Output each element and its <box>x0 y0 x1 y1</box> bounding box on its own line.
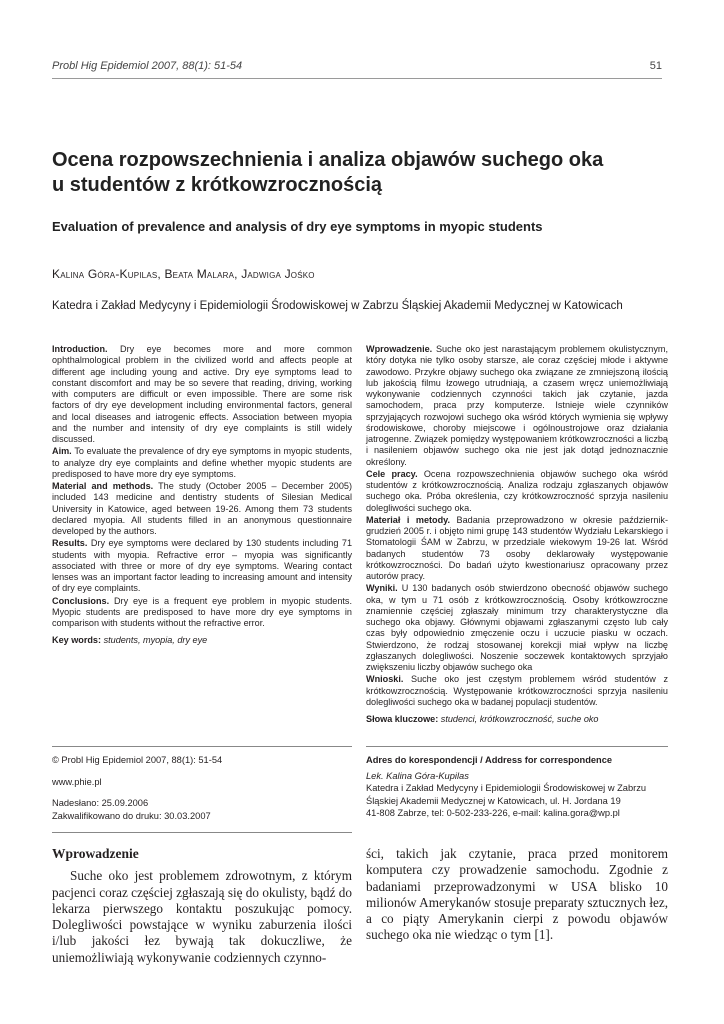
page-number: 51 <box>649 60 662 72</box>
correspondence-line: Katedra i Zakład Medycyny i Epidemiologii Środowiskowej w Zabrzu <box>366 783 647 793</box>
abstract-pl-introduction: Wprowadzenie. Suche oko jest narastającym problemem okulistycznym, który dotyka nie tylko osoby starsze, ale coraz częściej młode i aktywne zawodowo. Przykre objawy suchego oka związane ze zmniejszoną ilością lub jakością filmu łzowego utrudniają, a czasem wręcz uniemożliwiają wykonywanie codziennych czynności takich jak czytanie, jazda samochodem, praca przy komputerze. Istnieje wiele czynników sprzyjających rozwojowi suchego oka wśród których wymienia się wpływy środowiskowe, choroby miejscowe i ogólnoustrojowe oraz działania jatrogenne. Związek pomiędzy występowaniem krótkowzroczności a liczbą i nasileniem objawów suchego oka nie jest jak dotąd jednoznacznie określony. <box>366 344 669 467</box>
abstract-en-results: Results. Dry eye symptoms were declared by 130 students including 71 students with myopia. Refractive error – myopia was significantly associated with three or more of dry eye symptoms. Wearing contact lenses was an important factor leading to increasing amount and intensity of dry eye complaints. <box>52 538 353 594</box>
accepted-date: Zakwalifikowano do druku: 30.03.2007 <box>52 810 211 821</box>
title-polish-line-2: u studentów z krótkowzrocznością <box>52 174 383 196</box>
divider <box>52 832 352 833</box>
title-polish <box>52 148 672 198</box>
citation-ref: © Probl Hig Epidemiol 2007, 88(1): 51-54 <box>52 755 223 765</box>
citation-block <box>52 754 352 822</box>
correspondence-block <box>366 754 668 820</box>
abstract-en-conclusions: Conclusions. Dry eye is a frequent eye problem in myopic students. Myopic students are predisposed to have more dry eye symptoms in comparison with students without the refractive error. <box>52 595 353 628</box>
correspondence-heading: Adres do korespondencji / Address for correspondence <box>366 755 613 765</box>
running-header <box>52 60 662 79</box>
abstract-english <box>52 344 352 648</box>
body-column-right <box>366 846 668 944</box>
abstract-pl-methods: Materiał i metody. Badania przeprowadzono w okresie październik-grudzień 2005 r. i objęto nimi grupę 143 studentów Wydziału Lekarskiego i Stomatologii ŚAM w Zabrzu, w przedziale wiekowym 19-26 lat. Wśród badanych studentów 73 osoby deklarowały występowanie krótkowzroczności. Do badań użyto kwestionariusz opracowany przez autorów pracy. <box>366 514 668 581</box>
body-paragraph: ści, takich jak czytanie, praca przed monitorem komputera czy prowadzenie samochodu. Zgodnie z badaniami przeprowadzonymi w USA blisko 10 milionów Amerykanów stosuje preparaty sztucznych łez, a co piąty Amerykanin cierpi z powodu objawów suchego oka nie wiedząc o tym [1]. <box>366 846 668 943</box>
divider <box>366 746 668 747</box>
abstract-polish <box>366 344 668 726</box>
body-paragraph: Suche oko jest problemem zdrowotnym, z którym pacjenci coraz częściej zgłaszają się do okulisty, bądź do lekarza pierwszego kontaktu poszukując pomocy. Dolegliwości powstające w wyniku zaburzenia ilości i/lub jakości łez bywają tak dokuczliwe, że uniemożliwiają wykonywanie codziennych czynno- <box>52 868 352 965</box>
correspondence-name: Lek. Kalina Góra-Kupilas <box>366 770 469 781</box>
abstract-en-introduction: Introduction. Dry eye becomes more and more common ophthalmological problem in the civilized world and affects people at different age including young and active. Dry eye symptoms lead to constant discomfort and may be so severe that reading, driving, working with computers are difficult or even impossible. There are some risk factors of dry eye development including environmental factors, general and local diseases and iatrogenic effects. Association between myopia and the number and intensity of dry eye complaints is still widely discussed. <box>52 344 352 444</box>
abstract-pl-results: Wyniki. U 130 badanych osób stwierdzono obecność objawów suchego oka, w tym u 71 osób z krótkowzrocznością. Osoby krótkowzroczne znamiennie częściej zgłaszały minimum trzy charakterystyczne dla suchego oka objawy. Głównymi objawami zgłaszanymi często lub cały czas były odpowiednio zmęczenie oczu i uczucie piasku w oczach. Stwierdzono, że rodzaj stosowanej korekcji miał wpływ na liczbę zgłaszanych dolegliwości. Noszenie soczewek kontaktowych sprzyjało zwiększeniu liczby objawów suchego oka <box>366 583 668 672</box>
journal-citation: Probl Hig Epidemiol 2007, 88(1): 51-54 <box>52 60 243 72</box>
authors: Kalina Góra-Kupilas, Beata Malara, Jadwiga Jośko <box>52 267 315 281</box>
journal-url[interactable]: www.phie.pl <box>52 776 102 787</box>
abstract-en-aim: Aim. To evaluate the prevalence of dry eye symptoms in myopic students, to analyze dry eye complaints and define whether myopic students are predisposed to have more dry eye symptoms. <box>52 446 352 479</box>
abstract-pl-keywords: Słowa kluczowe: studenci, krótkowzroczność, suche oko <box>366 714 599 724</box>
received-date: Nadesłano: 25.09.2006 <box>52 798 149 808</box>
section-heading: Wprowadzenie <box>52 846 139 861</box>
abstract-en-methods: Material and methods. The study (October 2005 – December 2005) included 143 medicine and dentistry students of Silesian Medical University in Katowice, aged between 19-26. Among them 73 students declared myopia. All students filled in an anonymous questionnaire developed by the authors. <box>52 481 352 536</box>
abstract-pl-conclusions: Wnioski. Suche oko jest częstym problemem wśród studentów z krótkowzrocznością. Występowanie krótkowzroczności sprzyja nasileniu dolegliwości suchego oka w badanej populacji studentów. <box>366 674 668 707</box>
correspondence-line: Śląskiej Akademii Medycznej w Katowicach, ul. H. Jordana 19 <box>366 795 621 806</box>
body-column-left <box>52 846 352 966</box>
abstract-en-keywords: Key words: students, myopia, dry eye <box>52 635 208 646</box>
affiliation: Katedra i Zakład Medycyny i Epidemiologii Środowiskowej w Zabrzu Śląskiej Akademii Medycznej w Katowicach <box>52 300 623 312</box>
abstract-pl-aim: Cele pracy. Ocena rozpowszechnienia objawów suchego oka wśród studentów z krótkowzrocznością. Analiza rodzaju zgłaszanych objawów suchego oka. Próba określenia, czy krótkowzroczność sprzyja nasileniu dolegliwości suchego oka. <box>366 468 668 513</box>
title-polish-line-1: Ocena rozpowszechnienia i analiza objawów suchego oka <box>52 149 604 171</box>
correspondence-line: 41-808 Zabrze, tel: 0-502-233-226, e-mail: kalina.gora@wp.pl <box>366 808 620 818</box>
divider <box>52 746 352 747</box>
title-english: Evaluation of prevalence and analysis of dry eye symptoms in myopic students <box>52 219 543 234</box>
